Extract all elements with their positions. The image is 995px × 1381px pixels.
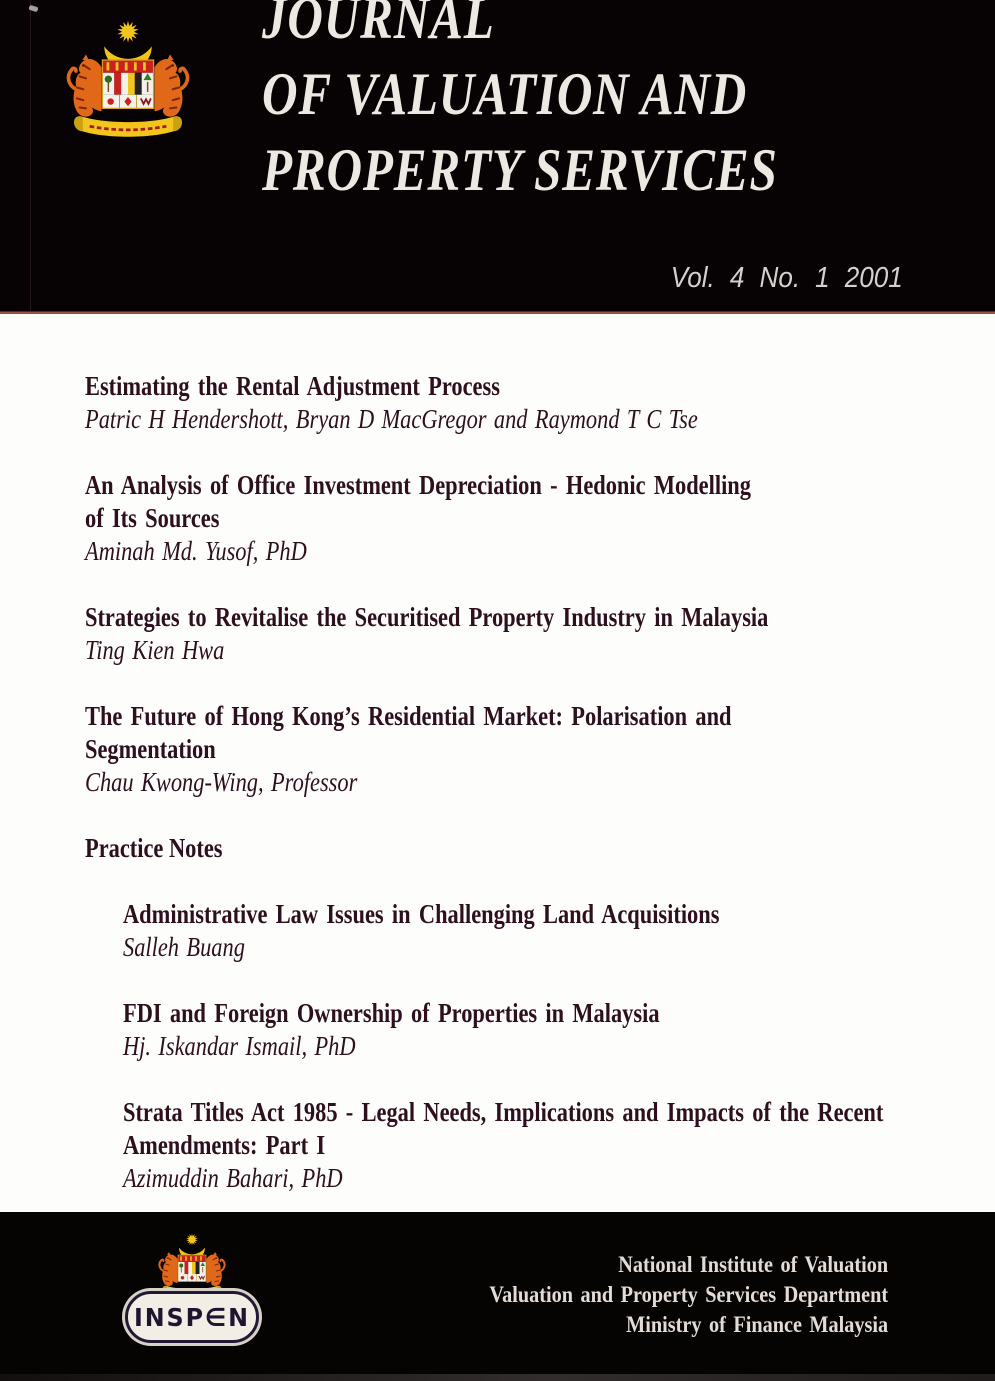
publisher-block: [435, 1250, 888, 1340]
journal-title-line: PROPERTY SERVICES: [262, 137, 778, 203]
malaysia-coat-of-arms-icon: [64, 18, 192, 155]
publisher-line: Valuation and Property Services Department: [489, 1282, 888, 1307]
practice-notes-heading: Practice Notes: [85, 833, 223, 863]
toc-article: [85, 601, 965, 667]
article-title-line: Strategies to Revitalise the Securitised Property Industry in Malaysia: [85, 602, 769, 632]
article-authors: Salleh Buang: [123, 932, 245, 962]
article-title-line: An Analysis of Office Investment Depreciation - Hedonic Modelling: [85, 470, 751, 500]
article-title-line: Segmentation: [85, 734, 216, 764]
cover-footer: [0, 1212, 995, 1381]
publisher-line: Ministry of Finance Malaysia: [626, 1312, 888, 1337]
inspen-badge-text: INSP∈N: [134, 1302, 250, 1332]
cover-header: [0, 0, 995, 311]
publisher-line: National Institute of Valuation: [618, 1252, 888, 1277]
article-title-line: The Future of Hong Kong’s Residential Market: Polarisation and: [85, 701, 732, 731]
article-authors: Ting Kien Hwa: [85, 635, 225, 665]
toc-article: [85, 469, 965, 568]
issue-volume-label: Vol. 4 No. 1 2001: [670, 262, 903, 294]
toc-article: [85, 370, 965, 436]
article-title-line: Amendments: Part I: [123, 1130, 326, 1160]
practice-note-item: [123, 1096, 965, 1195]
article-authors: Patric H Hendershott, Bryan D MacGregor and Raymond T C Tse: [85, 404, 698, 434]
journal-title-line: JOURNAL: [262, 0, 495, 51]
article-authors: Aminah Md. Yusof, PhD: [85, 536, 307, 566]
practice-note-item: [123, 898, 965, 964]
scan-artifact-line: [30, 0, 31, 311]
scan-artifact-edge: [0, 1374, 995, 1381]
article-authors: Chau Kwong-Wing, Professor: [85, 767, 358, 797]
practice-notes-list: [123, 898, 965, 1195]
article-title-line: FDI and Foreign Ownership of Properties in Malaysia: [123, 998, 660, 1028]
article-title-line: Strata Titles Act 1985 - Legal Needs, Implications and Impacts of the Recent: [123, 1097, 884, 1127]
article-authors: Azimuddin Bahari, PhD: [123, 1163, 343, 1193]
toc-article: [85, 700, 965, 799]
journal-title-line: OF VALUATION AND: [262, 61, 748, 127]
table-of-contents: [85, 314, 965, 1228]
inspen-logo: [120, 1232, 264, 1343]
practice-note-item: [123, 997, 965, 1063]
article-title-line: of Its Sources: [85, 503, 220, 533]
journal-masthead: [262, 0, 891, 208]
article-title-line: Administrative Law Issues in Challenging Land Acquisitions: [123, 899, 720, 929]
article-authors: Hj. Iskandar Ismail, PhD: [123, 1031, 356, 1061]
article-title-line: Estimating the Rental Adjustment Process: [85, 371, 500, 401]
inspen-badge: [125, 1291, 259, 1343]
